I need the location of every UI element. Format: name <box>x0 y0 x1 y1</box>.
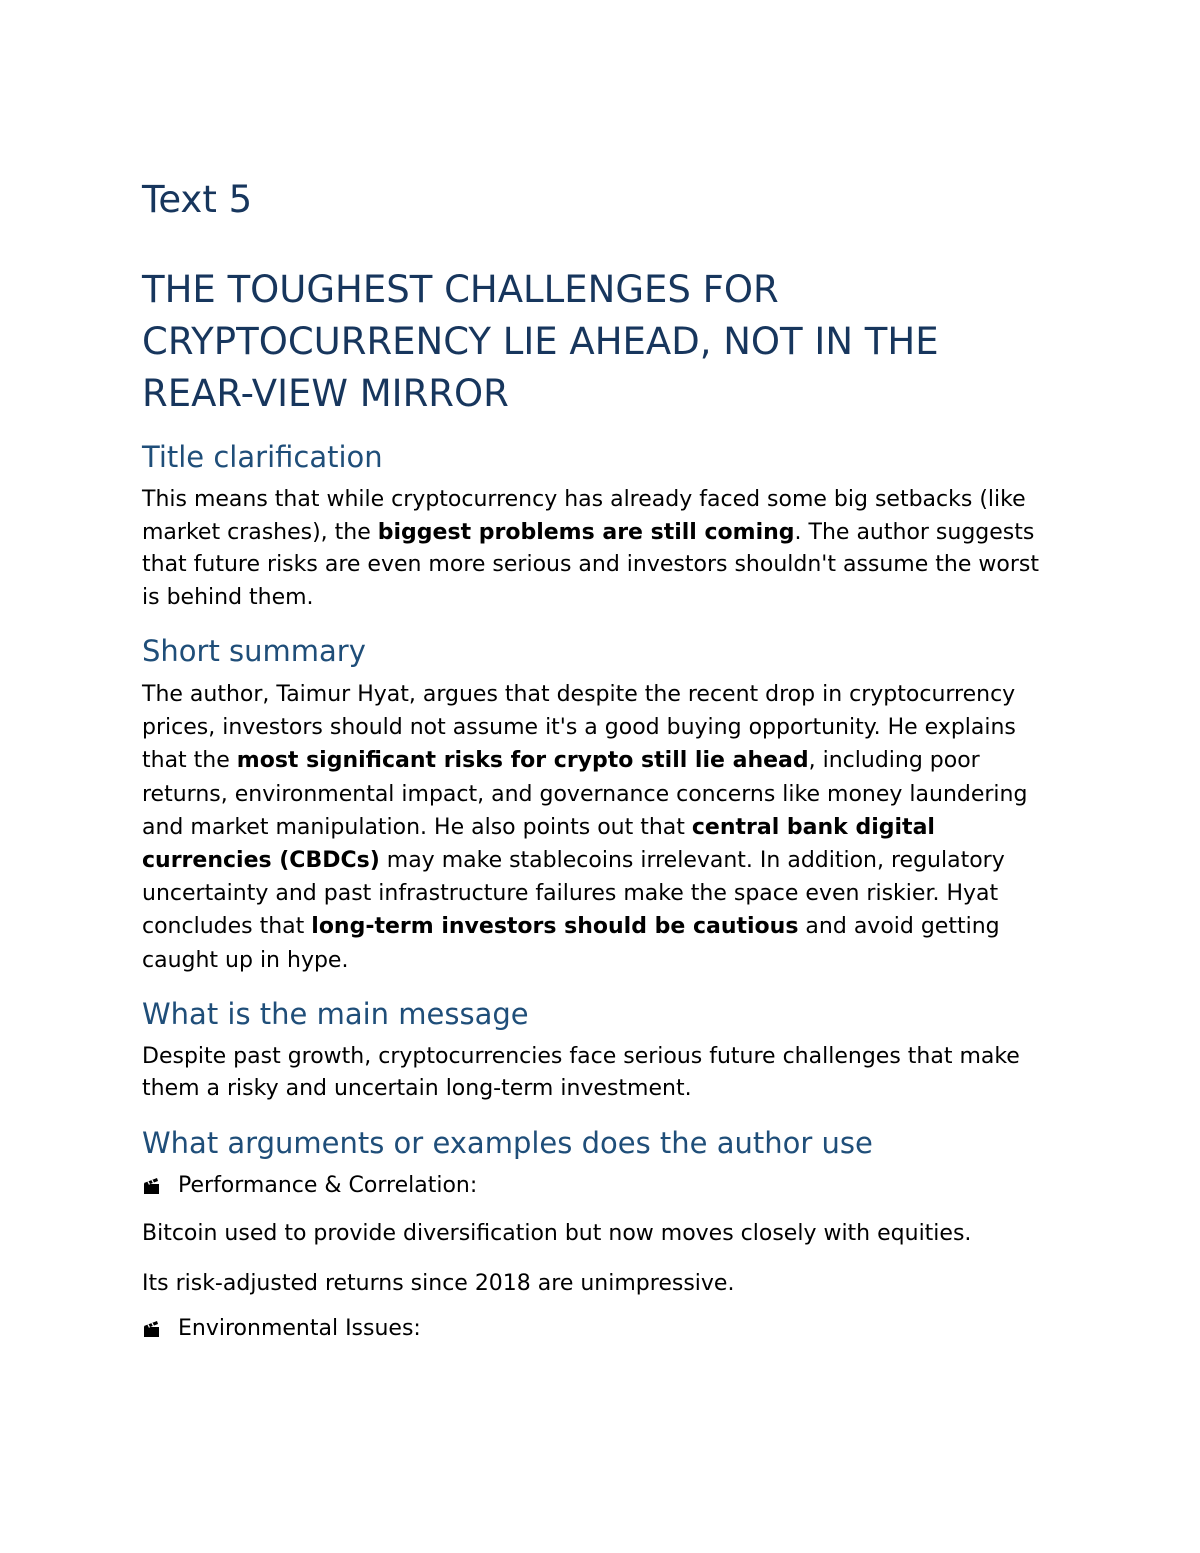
document-title: THE TOUGHEST CHALLENGES FOR CRYPTOCURRENCY LIE AHEAD, NOT IN THE REAR-VIEW MIRROR <box>142 268 939 415</box>
bold-text-run: most significant risks for crypto still lie ahead <box>236 748 809 774</box>
bullet-performance <box>142 1170 1062 1202</box>
bullet-environmental <box>142 1313 1062 1345</box>
bullet-label: Performance & Correlation: <box>178 1172 478 1198</box>
bold-text-run: biggest problems are still coming <box>377 519 795 545</box>
arguments-heading: What arguments or examples does the author use <box>142 1125 873 1160</box>
text-run: This means that while cryptocurrency has already faced some big setbacks (like market crashes), the <box>142 487 1026 545</box>
clapperboard-icon <box>142 1319 162 1339</box>
document-content <box>142 178 1062 1361</box>
bold-text-run: long-term investors should be cautious <box>311 914 799 940</box>
title-clarification-heading: Title clarification <box>142 440 383 474</box>
argument-line: Bitcoin used to provide diversification but now moves closely with equities. <box>142 1220 972 1246</box>
bullet-label: Environmental Issues: <box>178 1315 421 1341</box>
main-message-heading: What is the main message <box>142 996 529 1031</box>
title-clarification-paragraph <box>142 484 1062 614</box>
text-run: may make stablecoins irrelevant. In addition, regulatory uncertainty and past infrastructure failures make the space even riskier. Hyat concludes that <box>142 848 1005 940</box>
main-message-paragraph: Despite past growth, cryptocurrencies face serious future challenges that make them a risky and uncertain long-term investment. <box>142 1043 1020 1102</box>
document-label: Text 5 <box>142 178 253 221</box>
short-summary-paragraph <box>142 678 1062 977</box>
clapperboard-icon <box>142 1176 162 1196</box>
text-run: , including poor returns, environmental impact, and governance concerns like money laundering and market manipulation. He also points out that <box>142 748 1028 840</box>
text-run: The author, Taimur Hyat, argues that despite the recent drop in cryptocurrency prices, investors should not assume it's a good buying opportunity. He explains that the <box>142 682 1016 774</box>
text-run: and avoid getting caught up in hype. <box>142 914 1000 973</box>
bold-text-run: central bank digital currencies (CBDCs) <box>142 814 935 874</box>
argument-line: Its risk-adjusted returns since 2018 are unimpressive. <box>142 1271 735 1297</box>
text-run: . The author suggests that future risks are even more serious and investors shouldn't assume the worst is behind them. <box>142 519 1039 610</box>
short-summary-heading: Short summary <box>142 634 366 668</box>
